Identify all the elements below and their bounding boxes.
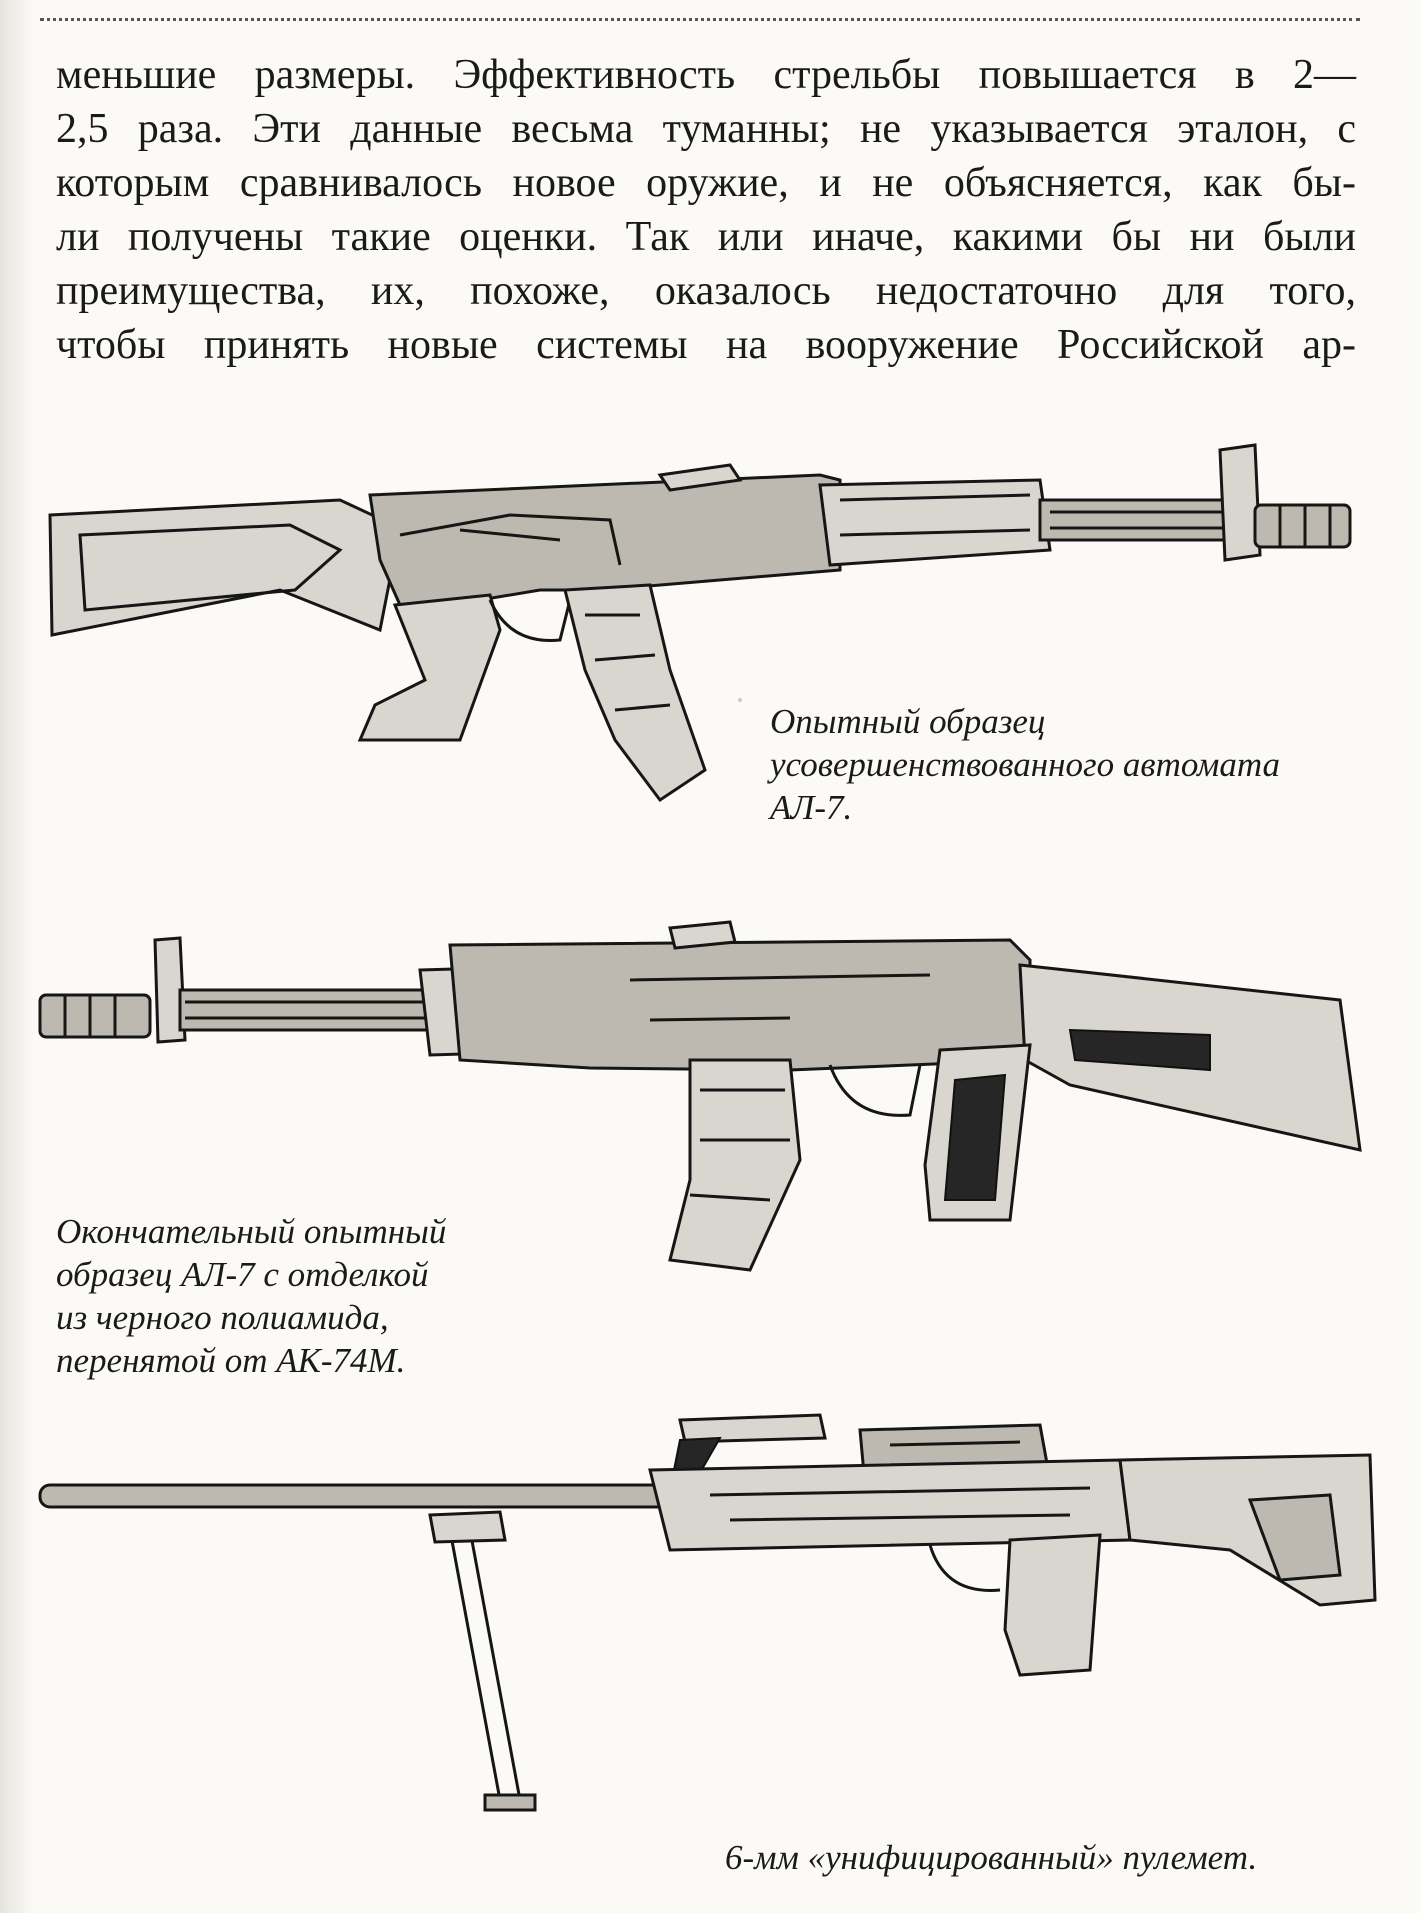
caption-line: Опытный образец <box>770 702 1046 741</box>
caption-unified-mg <box>725 1836 1375 1879</box>
caption-line: АЛ-7. <box>770 788 853 827</box>
paragraph-line: меньшие размеры. Эффективность стрельбы повышается в 2— <box>56 52 1356 98</box>
caption-al7-prototype <box>770 700 1370 829</box>
figure-unified-mg <box>30 1400 1390 1820</box>
paragraph-line: чтобы принять новые системы на вооружение Российской ар- <box>56 322 1356 368</box>
caption-al7-final <box>56 1210 576 1382</box>
caption-line: из черного полиамида, <box>56 1298 389 1337</box>
paragraph-line: которым сравнивалось новое оружие, и не объясняется, как бы- <box>56 160 1356 206</box>
caption-line: усовершенствованного автомата <box>770 745 1281 784</box>
caption-line: 6-мм «унифицированный» пулемет. <box>725 1838 1258 1877</box>
page-edge-shadow <box>0 0 34 1913</box>
mg-illustration <box>30 1400 1390 1820</box>
paragraph-line: ли получены такие оценки. Так или иначе, какими бы ни были <box>56 214 1356 260</box>
top-dotted-rule <box>40 0 1360 21</box>
paragraph-line: преимущества, их, похоже, оказалось недостаточно для того, <box>56 268 1356 314</box>
caption-line: образец АЛ-7 с отделкой <box>56 1255 429 1294</box>
caption-line: Окончательный опытный <box>56 1212 447 1251</box>
paragraph-line: 2,5 раза. Эти данные весьма туманны; не указывается эталон, с <box>56 106 1356 152</box>
caption-line: перенятой от АК-74М. <box>56 1341 406 1380</box>
body-paragraph <box>56 48 1356 372</box>
